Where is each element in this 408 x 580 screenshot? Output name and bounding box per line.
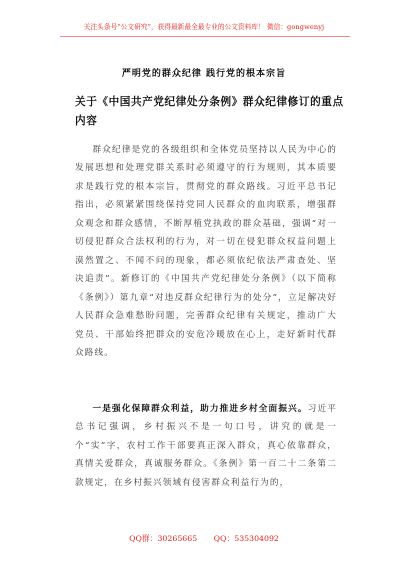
footer-qq-group: QQ群：30265665 <box>129 534 198 543</box>
header-divider <box>60 36 350 37</box>
paragraph-2-text: 习近平总书记强调，乡村振兴不是一句口号，讲究的就是一个“实”字，农村工作干部要真正深入群众，真心依靠群众，真情关爱群众，真诚服务群众。《条例》第一百二十二条第二款规定，在乡村振兴领域有侵害群众利益行为的， <box>75 404 337 488</box>
footer-qq: QQ：535304092 <box>213 534 279 543</box>
paragraph-2-lead: 一是强化保障群众利益，助力推进乡村全面振兴。 <box>92 404 308 414</box>
header-banner: 关注头条号“公文研究”，获得最新最全最专业的公文资料库！ 微信：gongwenyj <box>83 23 325 31</box>
footer-contact <box>0 533 408 544</box>
section-heading: 关于《中国共产党纪律处分条例》群众纪律修订的重点内容 <box>75 96 344 127</box>
body-paragraph-2 <box>75 400 337 492</box>
body-paragraph-1: 群众纪律是党的各级组织和全体党员坚持以人民为中心的发展思想和处理党群关系时必须遵守的行为规则，其本质要求是践行党的根本宗旨，贯彻党的群众路线。习近平总书记指出，必须紧紧围绕保持党同人民群众的血肉联系，增强群众观念和群众感情，不断厚植党执政的群众基础，强调“对一切侵犯群众合法权利的行为，对一切在侵犯群众权益问题上漠然置之、不闻不问的现象，都必须依纪依法严肃查处、坚决追责”。新修订的《中国共产党纪律处分条例》（以下简称《条例》）第九章“对违反群众纪律行为的处分”，立足解决好人民群众急难愁盼问题，完善群众纪律有关规定，推动广大党员、干部始终把群众的安危冷暖放在心上，走好新时代群众路线。 <box>75 145 337 358</box>
document-title: 严明党的群众纪律 践行党的根本宗旨 <box>121 69 287 79</box>
